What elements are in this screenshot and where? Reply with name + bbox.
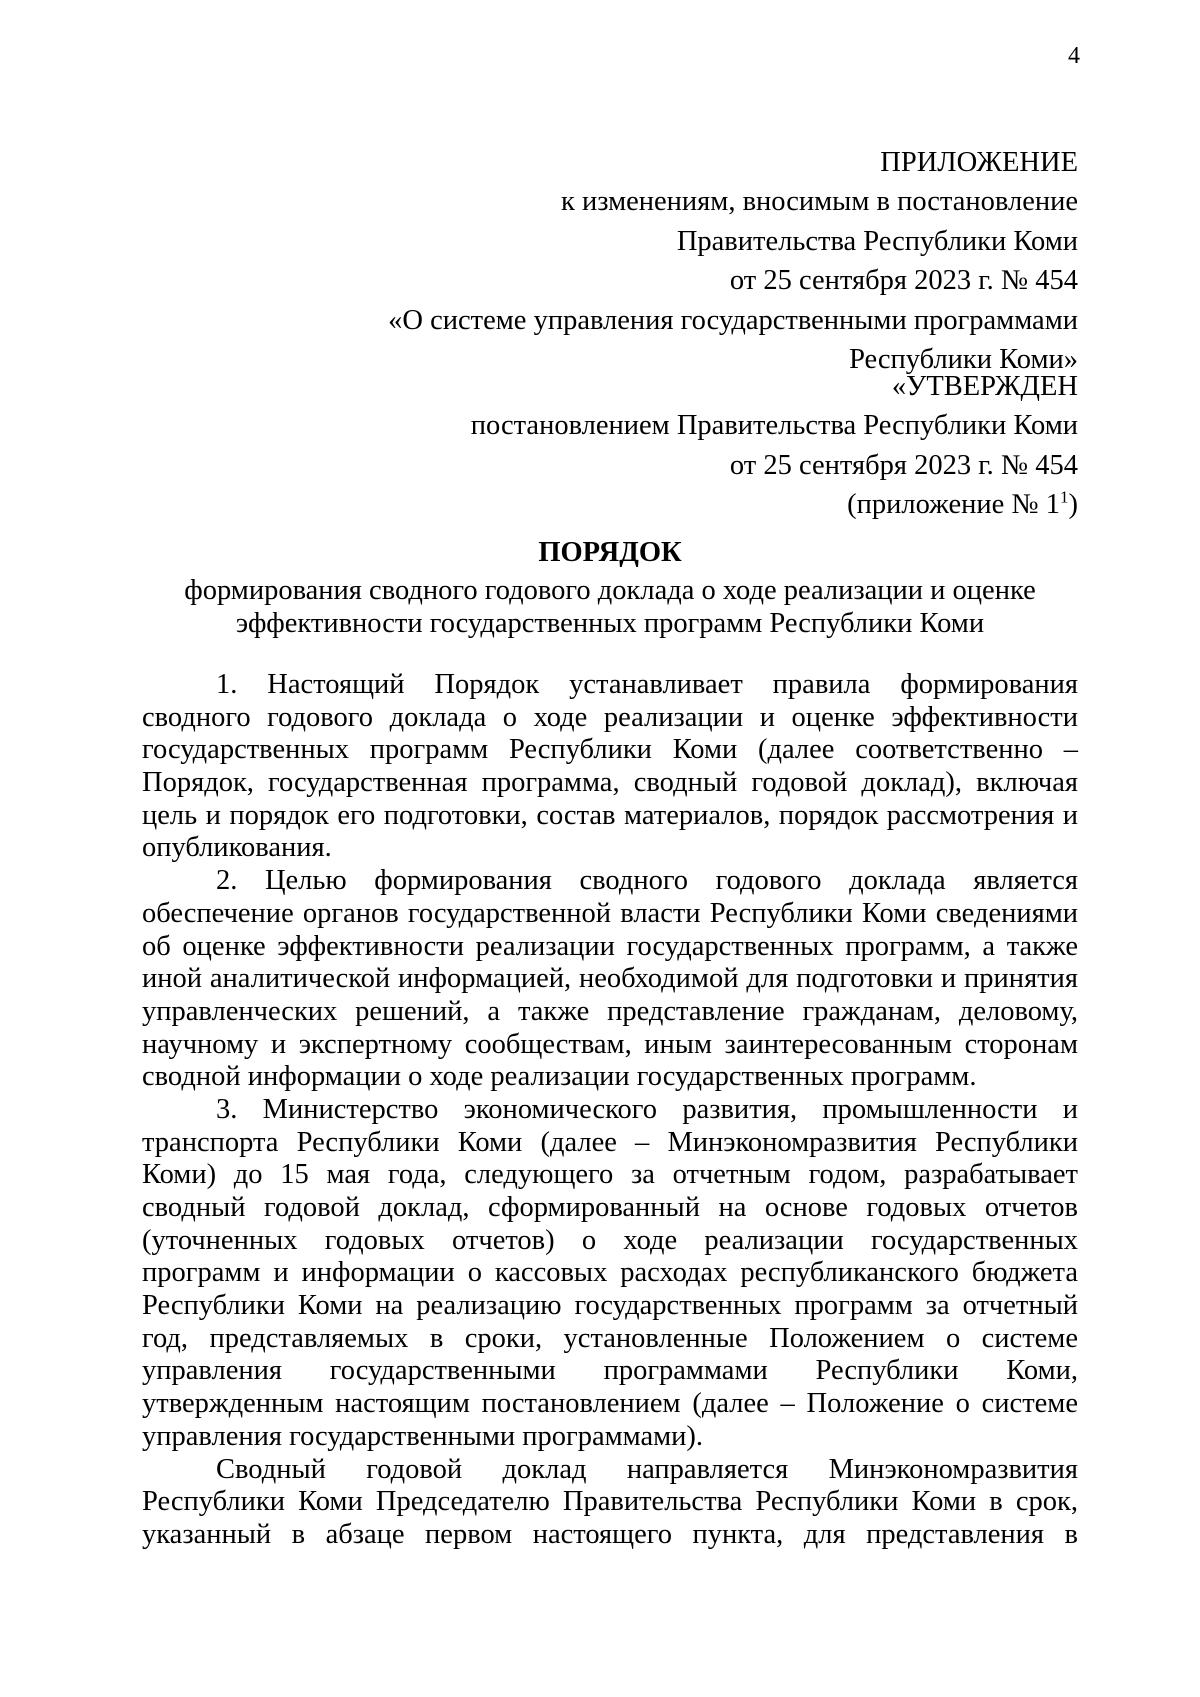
text-line: утвержденным настоящим постановлением (далее – Положение о системе — [142, 1388, 1078, 1420]
text-line: сводной информации о ходе реализации государственных программ. — [142, 1061, 977, 1093]
text-line: сводного годового доклада о ходе реализации и оценке эффективности — [142, 701, 1078, 733]
text-line: управления государственными программами). — [142, 1420, 704, 1452]
document-subtitle-line: формирования сводного годового доклада о ходе реализации и оценке — [184, 575, 1036, 606]
text-line: сводный годовой доклад, сформированный на основе годовых отчетов — [142, 1192, 1078, 1223]
paragraph-4 — [142, 1454, 1078, 1552]
paragraph-3 — [142, 1094, 1078, 1454]
text-line: научному и экспертному сообществам, иным заинтересованным сторонам — [142, 1028, 1078, 1060]
approval-line: от 25 сентября 2023 г. № 454 — [729, 449, 1078, 481]
text-line: об оценке эффективности реализации государственных программ, а также — [142, 930, 1078, 962]
appendix-line: к изменениям, вносимым в постановление — [561, 186, 1078, 218]
document-body — [142, 669, 1078, 1552]
page-number: 4 — [1068, 43, 1080, 69]
approval-line: постановлением Правительства Республики Коми — [470, 410, 1078, 442]
text-line: опубликования. — [142, 832, 332, 864]
appendix-header — [300, 143, 1078, 379]
text-line: Сводный годовой доклад направляется Минэкономразвития — [216, 1453, 1078, 1485]
text-line: управления государственными программами Республики Коми, — [142, 1355, 1078, 1387]
text-line: 2. Целью формирования сводного годового доклада является — [216, 865, 1078, 897]
text-line: транспорта Республики Коми (далее – Минэкономразвития Республики — [142, 1126, 1078, 1158]
approval-attachment-line — [300, 485, 1078, 524]
text-line: 1. Настоящий Порядок устанавливает правила формирования — [216, 669, 1078, 700]
text-line: указанный в абзаце первом настоящего пункта, для представления в — [142, 1518, 1078, 1550]
attachment-superscript: 1 — [1060, 487, 1069, 507]
paragraph-2 — [142, 865, 1078, 1094]
text-line: обеспечение органов государственной власти Республики Коми сведениями — [142, 897, 1078, 929]
attachment-suffix: ) — [1068, 489, 1078, 521]
text-line: 3. Министерство экономического развития, промышленности и — [216, 1093, 1078, 1125]
text-line: Республики Коми Председателю Правительства Республики Коми в срок, — [142, 1486, 1078, 1518]
approval-line: «УТВЕРЖДЕН — [891, 371, 1078, 402]
text-line: иной аналитической информацией, необходимой для подготовки и принятия — [142, 963, 1078, 995]
text-line: год, представляемых в сроки, установленные Положением о системе — [142, 1322, 1078, 1354]
appendix-line: «О системе управления государственными программами — [388, 304, 1078, 336]
paragraph-1 — [142, 669, 1078, 865]
attachment-prefix: (приложение № 1 — [847, 489, 1060, 521]
appendix-line: Правительства Республики Коми — [676, 225, 1078, 257]
appendix-line: ПРИЛОЖЕНИЕ — [880, 147, 1078, 178]
approval-stamp — [300, 367, 1078, 525]
document-title: ПОРЯДОК — [538, 537, 682, 568]
text-line: (уточненных годовых отчетов) о ходе реализации государственных — [142, 1224, 1078, 1256]
text-line: государственных программ Республики Коми (далее соответственно – — [142, 734, 1078, 766]
text-line: цель и порядок его подготовки, состав материалов, порядок рассмотрения и — [142, 799, 1078, 831]
document-title-block — [140, 535, 1080, 640]
text-line: Республики Коми на реализацию государственных программ за отчетный — [142, 1290, 1078, 1322]
appendix-line: от 25 сентября 2023 г. № 454 — [729, 265, 1078, 297]
text-line: управленческих решений, а также представление гражданам, деловому, — [142, 995, 1078, 1027]
document-subtitle-line: эффективности государственных программ Республики Коми — [235, 607, 985, 639]
appendix-line: Республики Коми» — [849, 344, 1078, 376]
text-line: программ и информации о кассовых расходах республиканского бюджета — [142, 1257, 1078, 1289]
text-line: Порядок, государственная программа, сводный годовой доклад), включая — [142, 767, 1078, 799]
text-line: Коми) до 15 мая года, следующего за отчетным годом, разрабатывает — [142, 1159, 1078, 1191]
